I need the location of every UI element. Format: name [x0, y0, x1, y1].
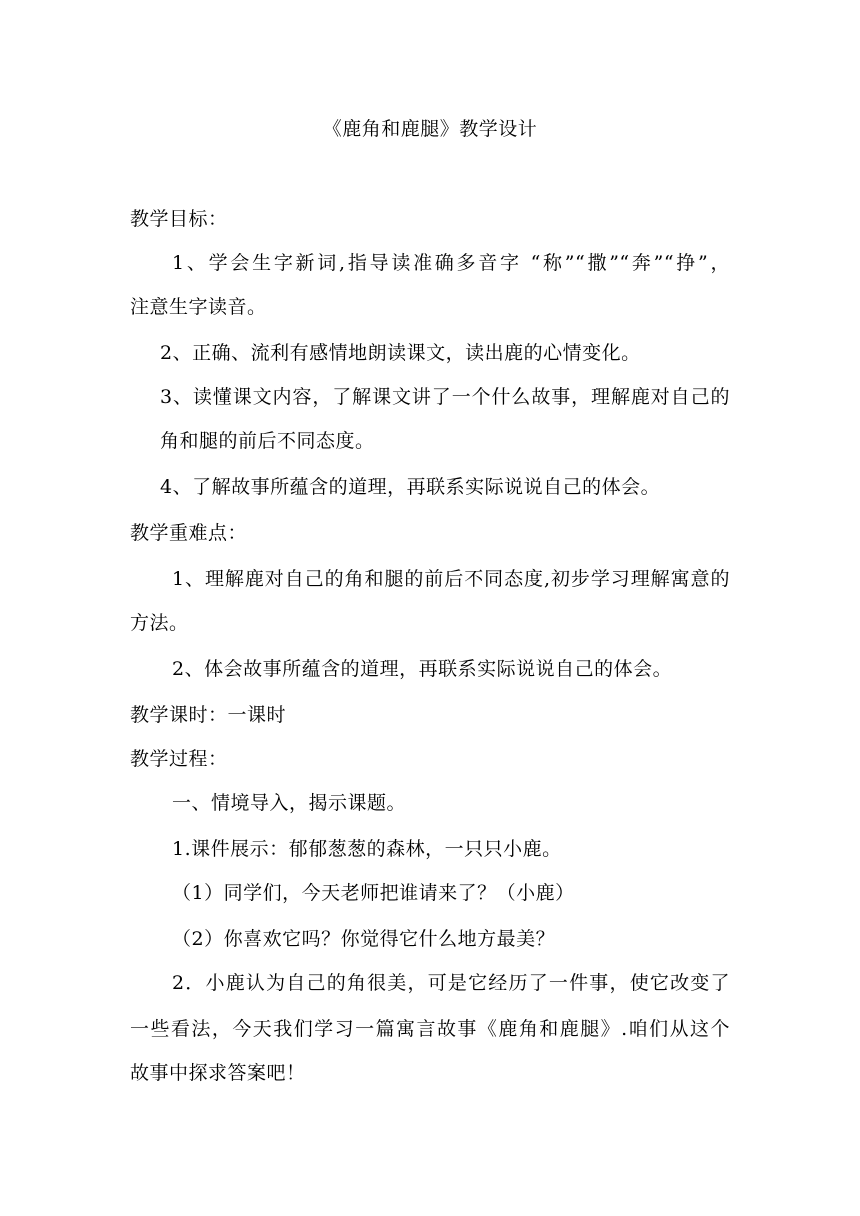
- class-hours: 教学课时：一课时: [130, 704, 287, 726]
- key-point-1-line-1: 1、理解鹿对自己的角和腿的前后不同态度,初步学习理解寓意的: [172, 568, 730, 590]
- key-point-1-line-2: 方法。: [130, 612, 189, 634]
- key-point-2: 2、体会故事所蕴含的道理，再联系实际说说自己的体会。: [172, 658, 673, 680]
- process-item-2-line-2: 一些看法，今天我们学习一篇寓言故事《鹿角和鹿腿》.咱们从这个: [130, 1018, 730, 1040]
- objective-1-line-1: 1、学会生字新词,指导读准确多音字 “称”“撒”“奔”“挣”，: [172, 252, 730, 274]
- document-title: 《鹿角和鹿腿》教学设计: [322, 118, 538, 140]
- objective-3-line-2: 角和腿的前后不同态度。: [160, 430, 375, 452]
- objective-1-line-2: 注意生字读音。: [130, 296, 267, 318]
- objective-3-line-1: 3、读懂课文内容，了解课文讲了一个什么故事，理解鹿对自己的: [160, 386, 730, 408]
- process-heading: 教学过程：: [130, 748, 228, 770]
- objectives-heading: 教学目标：: [130, 208, 228, 230]
- process-item-2-line-1: 2．小鹿认为自己的角很美，可是它经历了一件事，使它改变了: [172, 972, 730, 994]
- key-points-heading: 教学重难点：: [130, 522, 248, 544]
- process-question-2: （2）你喜欢它吗？你觉得它什么地方最美？: [172, 928, 556, 950]
- process-step-1: 一、情境导入，揭示课题。: [172, 792, 407, 814]
- process-item-1: 1.课件展示：郁郁葱葱的森林，一只只小鹿。: [172, 838, 562, 860]
- objective-4: 4、了解故事所蕴含的道理，再联系实际说说自己的体会。: [160, 476, 661, 498]
- objective-2: 2、正确、流利有感情地朗读课文，读出鹿的心情变化。: [160, 342, 641, 364]
- process-question-1: （1）同学们，今天老师把谁请来了？（小鹿）: [172, 882, 575, 904]
- process-item-2-line-3: 故事中探求答案吧！: [130, 1062, 306, 1084]
